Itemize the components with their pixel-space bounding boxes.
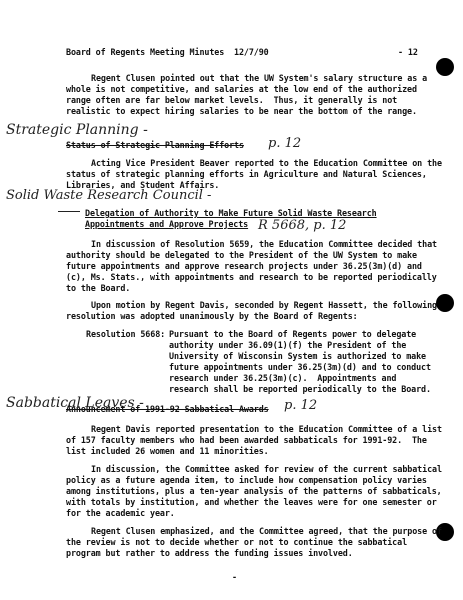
resolution-line: authority under 36.09(1)(f) the President of the xyxy=(169,340,407,350)
paragraph-line: Regent Davis reported presentation to the Education Committee of a list xyxy=(91,424,442,434)
resolution-line: research under 36.25(3m)(c). Appointments and xyxy=(169,373,397,383)
handwritten-arrow-line xyxy=(58,211,80,212)
punch-hole-middle xyxy=(436,294,454,312)
paragraph-line: In discussion of Resolution 5659, the Education Committee decided that xyxy=(91,239,437,249)
paragraph-line: program but rather to address the funding issues involved. xyxy=(66,548,353,558)
paragraph-line: list included 26 women and 11 minorities. xyxy=(66,446,269,456)
handwritten-page-ref: p. 12 xyxy=(268,136,302,151)
handwritten-page-ref: p. 12 xyxy=(284,398,318,413)
paragraph-line: whole is not competitive, and salaries at the low end of the authorized xyxy=(66,84,417,94)
handwritten-note-sabbatical: Sabbatical Leaves - xyxy=(6,395,144,411)
paragraph-line: range often are far below market levels. Thus, it generally is not xyxy=(66,95,398,105)
paragraph-line: realistic to expect hiring salaries to be near the bottom of the range. xyxy=(66,106,417,116)
section-heading-sabbatical: Announcement of 1991-92 Sabbatical Awards xyxy=(66,404,269,414)
paragraph-line: Acting Vice President Beaver reported to the Education Committee on the xyxy=(91,158,442,168)
paragraph-line: for the academic year. xyxy=(66,508,175,518)
page-header-title: Board of Regents Meeting Minutes 12/7/90 xyxy=(66,47,269,57)
resolution-label: Resolution 5668: xyxy=(86,329,166,339)
handwritten-note-solid-waste: Solid Waste Research Council - xyxy=(6,188,212,203)
section-heading-strategic: Status of Strategic Planning Efforts xyxy=(66,140,244,150)
paragraph-line: status of strategic planning efforts in Agriculture and Natural Sciences, xyxy=(66,169,427,179)
handwritten-note-strategic: Strategic Planning - xyxy=(6,122,148,138)
paragraph-line: (c), Ms. Stats., with appointments and research to be reported periodically xyxy=(66,272,437,282)
paragraph-line: the review is not to decide whether or not to continue the sabbatical xyxy=(66,537,408,547)
paragraph-line: Regent Clusen emphasized, and the Committee agreed, that the purpose of xyxy=(91,526,442,536)
resolution-line: University of Wisconsin System is authorized to make xyxy=(169,351,426,361)
paragraph-line: with totals by institution, and whether the leaves were for one semester or xyxy=(66,497,437,507)
resolution-line: research shall be reported periodically to the Board. xyxy=(169,384,431,394)
paragraph-line: policy as a future agenda item, to include how compensation policy varies xyxy=(66,475,427,485)
paragraph-line: authority should be delegated to the President of the UW System to make xyxy=(66,250,417,260)
resolution-line: future appointments under 36.25(3m)(d) and to conduct xyxy=(169,362,431,372)
paragraph-line: Upon motion by Regent Davis, seconded by Regent Hassett, the following xyxy=(91,300,437,310)
punch-hole-top xyxy=(436,58,454,76)
paragraph-line: resolution was adopted unanimously by the Board of Regents: xyxy=(66,311,358,321)
paragraph-line: among institutions, plus a ten-year analysis of the patterns of sabbaticals, xyxy=(66,486,442,496)
paragraph-line: Libraries, and Student Affairs. xyxy=(66,180,220,190)
paragraph-line: Regent Clusen pointed out that the UW System's salary structure as a xyxy=(91,73,428,83)
handwritten-resolution-ref: R 5668, p. 12 xyxy=(258,218,347,233)
section-heading-solid-waste-line1: Delegation of Authority to Make Future Solid Waste Research xyxy=(85,208,377,218)
paragraph-line: future appointments and approve research projects under 36.25(3m)(d) and xyxy=(66,261,422,271)
paragraph-line: In discussion, the Committee asked for review of the current sabbatical xyxy=(91,464,442,474)
paragraph-line: of 157 faculty members who had been awarded sabbaticals for 1991-92. The xyxy=(66,435,427,445)
page-number: - 12 xyxy=(398,47,418,57)
footer-dash: - xyxy=(232,572,237,582)
resolution-line: Pursuant to the Board of Regents power to delegate xyxy=(169,329,417,339)
section-heading-solid-waste-line2: Appointments and Approve Projects xyxy=(85,219,249,229)
paragraph-line: to the Board. xyxy=(66,283,131,293)
